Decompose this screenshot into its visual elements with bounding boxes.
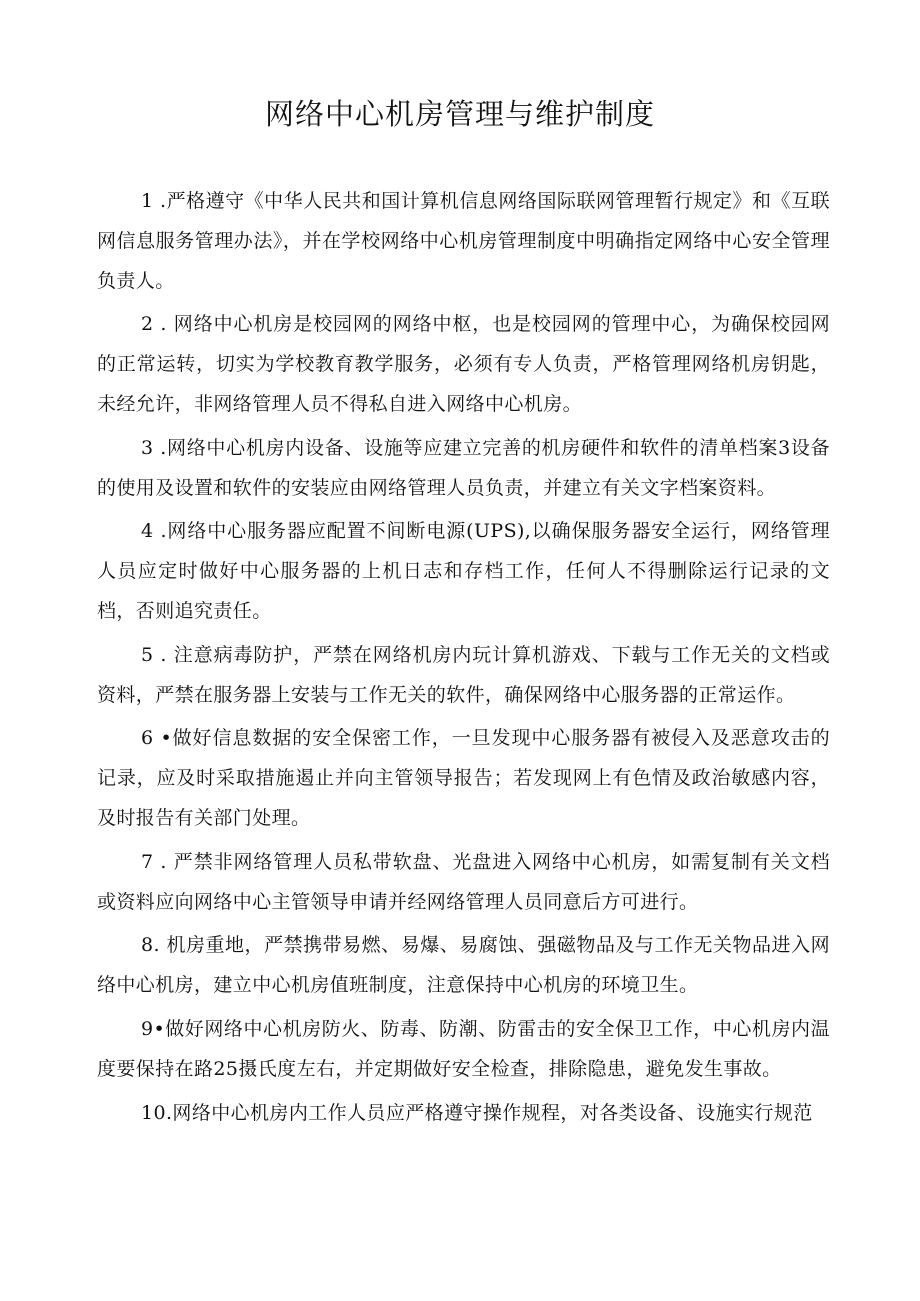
paragraph-8: 8. 机房重地，严禁携带易燃、易爆、易腐蚀、强磁物品及与工作无关物品进入网络中心机房，建立中心机房值班制度，注意保持中心机房的环境卫生。 [97, 934, 830, 997]
paragraph-4: 4 .网络中心服务器应配置不间断电源(UPS),以确保服务器安全运行，网络管理人员应定时做好中心服务器的上机日志和存档工作，任何人不得删除运行记录的文档，否则追究责任。 [97, 520, 830, 622]
document-title: 网络中心机房管理与维护制度 [264, 97, 655, 131]
paragraph-6: 6 •做好信息数据的安全保密工作，一旦发现中心服务器有被侵入及恶意攻击的记录，应及时采取措施遏止并向主管领导报告；若发现网上有色情及政治敏感内容，及时报告有关部门处理。 [97, 727, 830, 829]
paragraph-5: 5 . 注意病毒防护，严禁在网络机房内玩计算机游戏、下载与工作无关的文档或资料，严禁在服务器上安装与工作无关的软件，确保网络中心服务器的正常运作。 [97, 643, 830, 706]
paragraph-9: 9•做好网络中心机房防火、防毒、防潮、防雷击的安全保卫工作，中心机房内温度要保持在路25摄氏度左右，并定期做好安全检查，排除隐患，避免发生事故。 [97, 1017, 830, 1080]
paragraph-1: 1 .严格遵守《中华人民共和国计算机信息网络国际联网管理暂行规定》和《互联网信息服务管理办法》，并在学校网络中心机房管理制度中明确指定网络中心安全管理负责人。 [97, 190, 830, 292]
document-body [97, 182, 830, 1137]
paragraph-10: 10.网络中心机房内工作人员应严格遵守操作规程，对各类设备、设施实行规范 [141, 1101, 813, 1124]
paragraph-7: 7 . 严禁非网络管理人员私带软盘、光盘进入网络中心机房，如需复制有关文档或资料应向网络中心主管领导申请并经网络管理人员同意后方可进行。 [97, 850, 830, 913]
paragraph-3: 3 .网络中心机房内设备、设施等应建立完善的机房硬件和软件的清单档案3设备的使用及设置和软件的安装应由网络管理人员负责，并建立有关文字档案资料。 [97, 436, 830, 499]
paragraph-2: 2 . 网络中心机房是校园网的网络中枢，也是校园网的管理中心，为确保校园网的正常运转，切实为学校教育教学服务，必须有专人负责，严格管理网络机房钥匙，未经允许，非网络管理人员不得私自进入网络中心机房。 [97, 313, 830, 415]
